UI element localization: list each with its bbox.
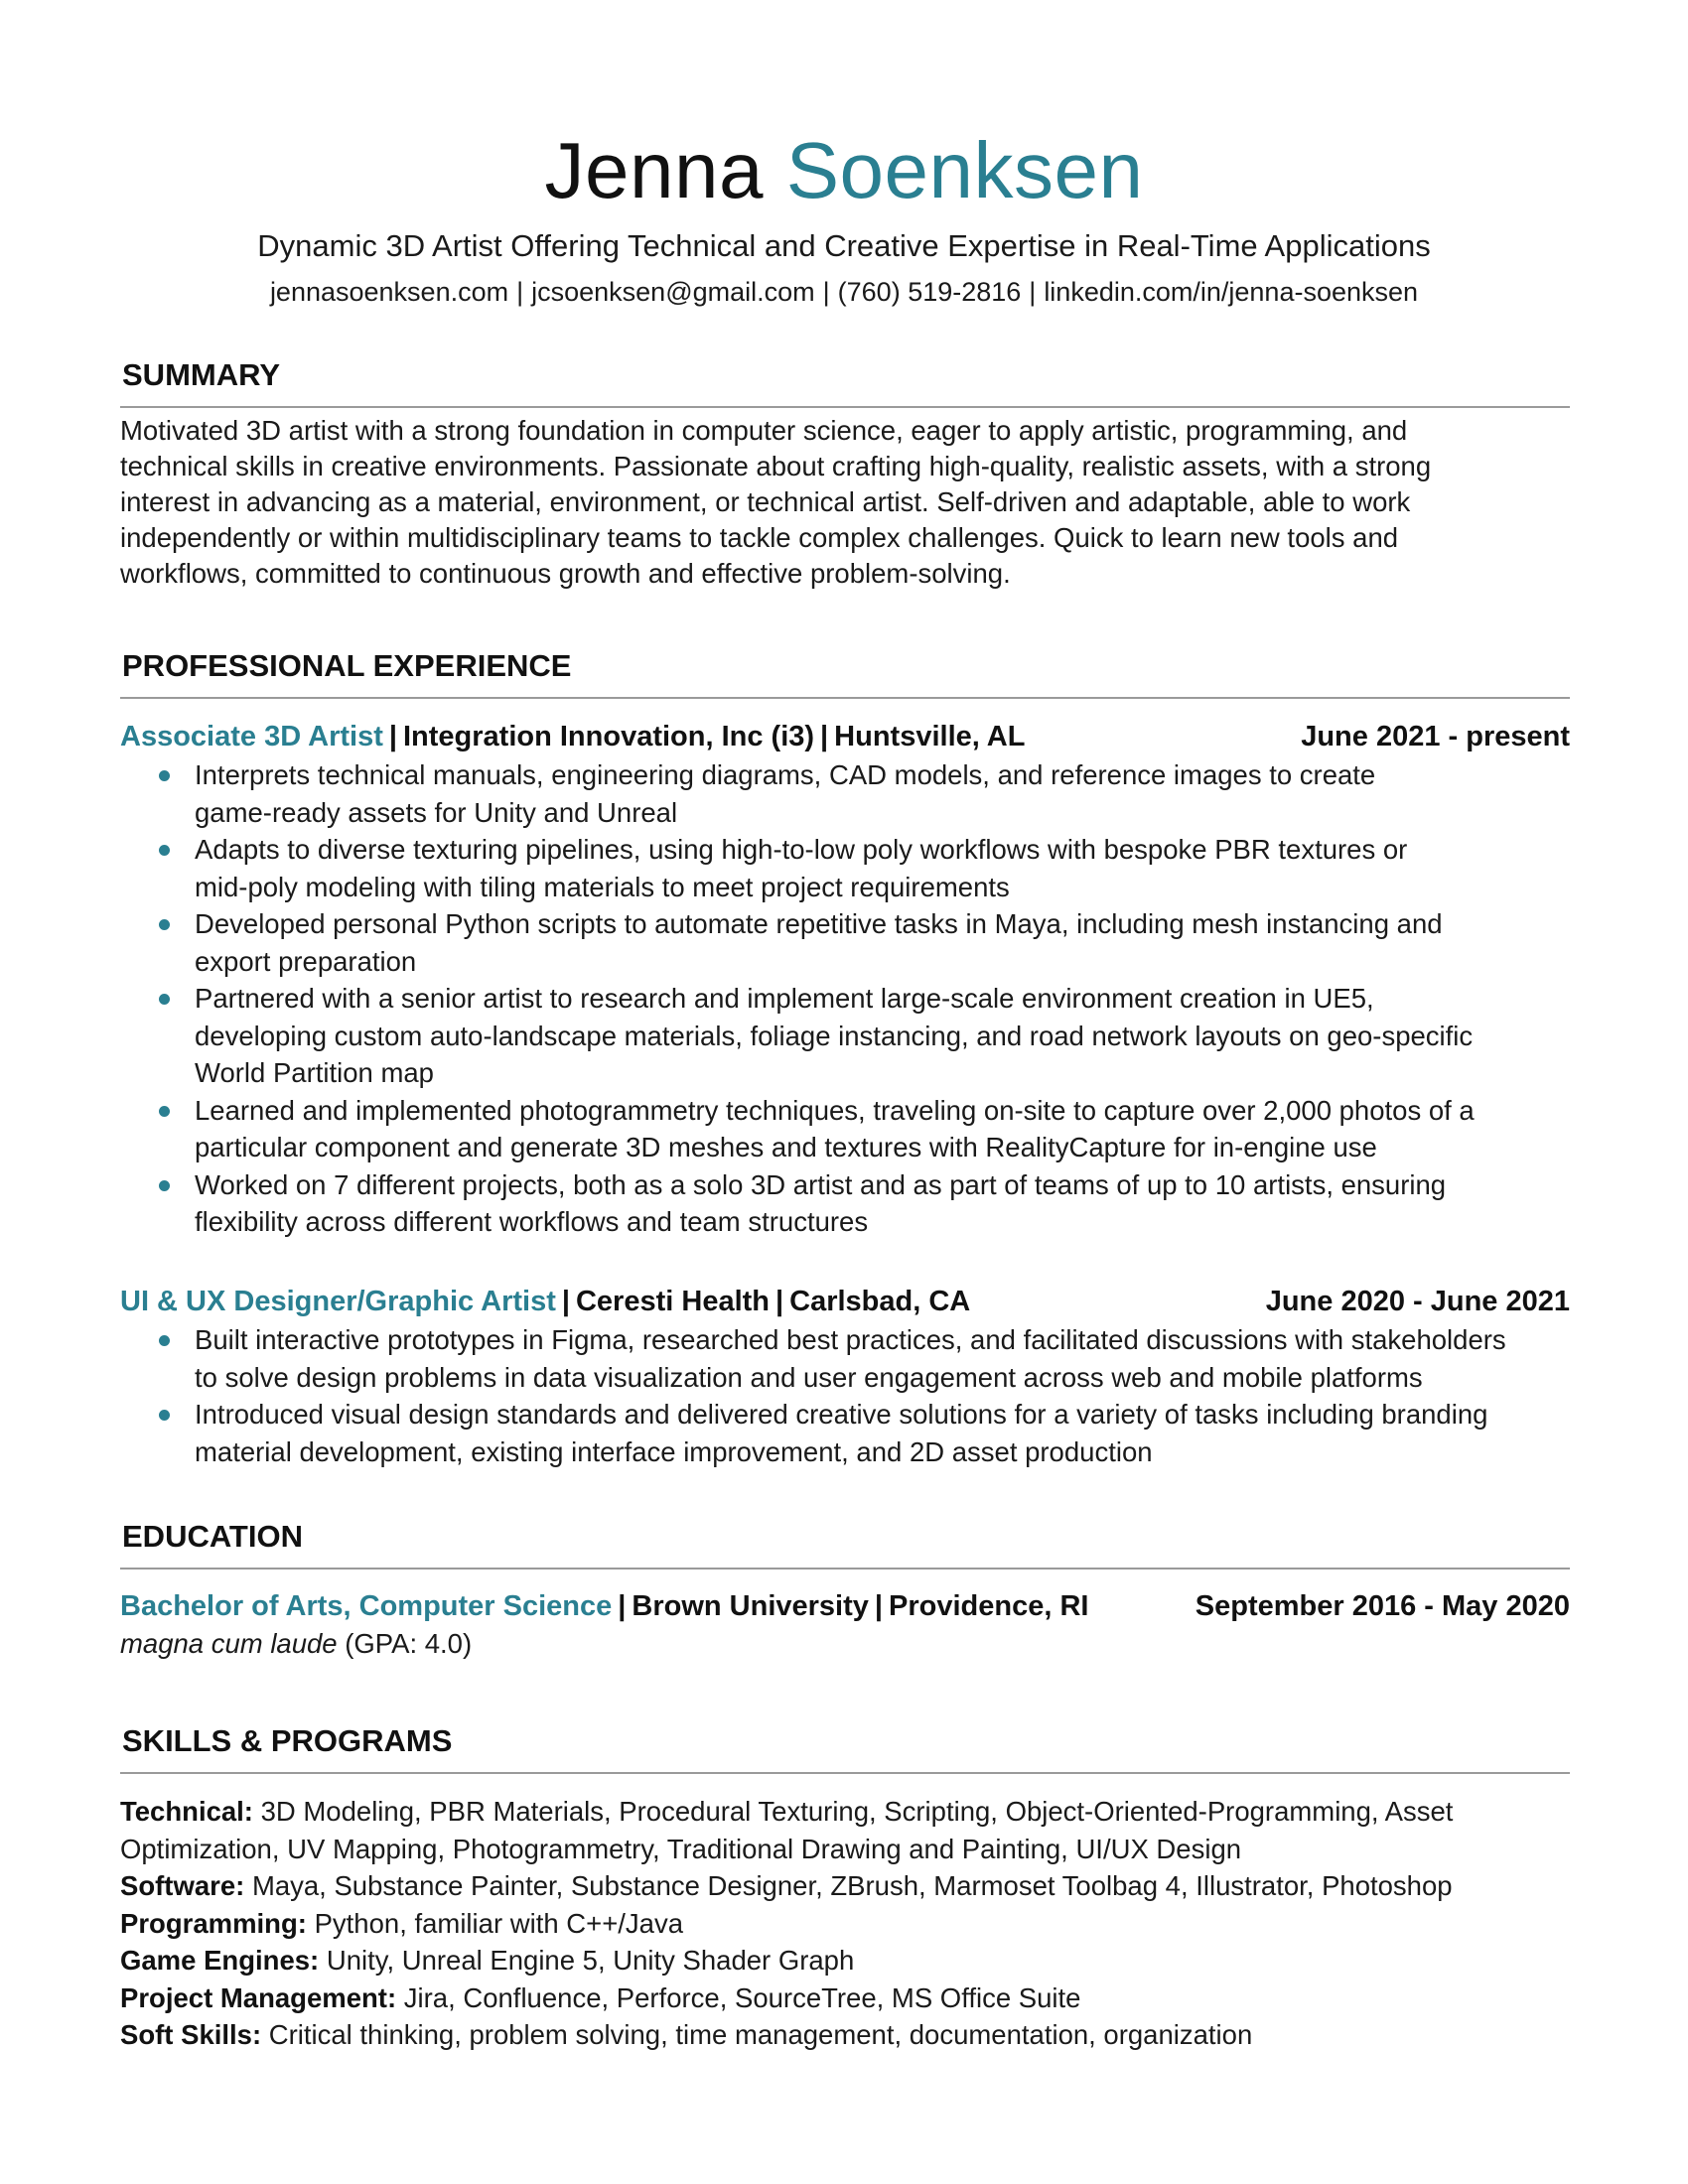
skill-game-engines: Game Engines: Unity, Unreal Engine 5, Unity Shader Graph	[120, 1945, 855, 1976]
skills-heading-block	[120, 1721, 1570, 1761]
education-dates: September 2016 - May 2020	[1195, 1590, 1570, 1622]
list-item: Introduced visual design standards and delivered creative solutions for a variety of tasks including branding material development, existing interface improvement, and 2D asset production	[120, 1396, 1570, 1470]
summary-line: technical skills in creative environments. Passionate about crafting high-quality, realistic assets, with a strong	[120, 451, 1432, 481]
job-role: Associate 3D Artist	[120, 721, 383, 752]
experience-heading: PROFESSIONAL EXPERIENCE	[122, 648, 572, 683]
separator: |	[1029, 277, 1037, 307]
school: Brown University	[632, 1590, 869, 1622]
section-divider	[120, 697, 1570, 699]
job-company: Integration Innovation, Inc (i3)	[402, 721, 815, 752]
separator: |	[516, 277, 524, 307]
skill-technical: Technical: 3D Modeling, PBR Materials, Procedural Texturing, Scripting, Object-Oriented-Programming, Asset Optimization, UV Mapping, Photogrammetry, Traditional Drawing and Painting, UI/UX Design	[120, 1796, 1454, 1864]
summary-body	[120, 413, 1570, 592]
education-heading-block	[120, 1517, 1570, 1557]
job-bullets	[120, 1321, 1570, 1470]
skill-programming: Programming: Python, familiar with C++/Java	[120, 1907, 683, 1939]
summary-line: Motivated 3D artist with a strong foundation in computer science, eager to apply artistic, programming, and	[120, 415, 1408, 446]
linkedin-link[interactable]: linkedin.com/in/jenna-soenksen	[1044, 277, 1419, 307]
bullet-dot-icon	[159, 1410, 170, 1421]
job-company: Ceresti Health	[575, 1286, 770, 1317]
email-link[interactable]: jcsoenksen@gmail.com	[531, 277, 815, 307]
bullet-dot-icon	[159, 1335, 170, 1346]
website-link[interactable]: jennasoenksen.com	[269, 277, 509, 307]
bullet-dot-icon	[159, 1180, 170, 1191]
skill-software: Software: Maya, Substance Painter, Substance Designer, ZBrush, Marmoset Toolbag 4, Illustrator, Photoshop	[120, 1870, 1453, 1901]
skills-list	[120, 1793, 1570, 2054]
contact-line	[0, 274, 1688, 310]
list-item: Adapts to diverse texturing pipelines, using high-to-low poly workflows with bespoke PBR textures or mid-poly modeling with tiling materials to meet project requirements	[120, 831, 1570, 905]
tagline: Dynamic 3D Artist Offering Technical and Creative Expertise in Real-Time Applications	[257, 228, 1431, 263]
bullet-dot-icon	[159, 994, 170, 1005]
education-heading: EDUCATION	[122, 1519, 303, 1554]
list-item: Built interactive prototypes in Figma, researched best practices, and facilitated discussions with stakeholders to solve design problems in data visualization and user engagement across web and mobile platforms	[120, 1321, 1570, 1396]
job-location: Huntsville, AL	[834, 721, 1026, 752]
list-item: Partnered with a senior artist to research and implement large-scale environment creation in UE5, developing custom auto-landscape materials, foliage instancing, and road network layouts on geo-specific World Partition map	[120, 980, 1570, 1092]
bullet-dot-icon	[159, 845, 170, 856]
phone-number: (760) 519-2816	[837, 277, 1022, 307]
skill-soft-skills: Soft Skills: Critical thinking, problem solving, time management, documentation, organization	[120, 2019, 1253, 2050]
section-divider	[120, 1772, 1570, 1774]
gpa: (GPA: 4.0)	[345, 1628, 473, 1659]
section-divider	[120, 1568, 1570, 1570]
school-location: Providence, RI	[889, 1590, 1089, 1622]
list-item: Developed personal Python scripts to automate repetitive tasks in Maya, including mesh instancing and export preparation	[120, 905, 1570, 980]
skills-heading: SKILLS & PROGRAMS	[122, 1723, 453, 1758]
separator: |	[822, 277, 830, 307]
bullet-dot-icon	[159, 1106, 170, 1117]
degree: Bachelor of Arts, Computer Science	[120, 1590, 613, 1622]
summary-heading: SUMMARY	[122, 357, 281, 392]
job-dates: June 2021 - present	[1301, 721, 1570, 752]
candidate-name	[0, 121, 1688, 220]
job-dates: June 2020 - June 2021	[1265, 1286, 1570, 1317]
bullet-dot-icon	[159, 770, 170, 781]
job-bullets	[120, 756, 1570, 1241]
job-location: Carlsbad, CA	[789, 1286, 971, 1317]
section-divider	[120, 406, 1570, 408]
experience-heading-block	[120, 646, 1570, 686]
last-name: Soenksen	[785, 126, 1144, 214]
job-header: Associate 3D Artist | Integration Innovation, Inc (i3) | Huntsville, AL June 2021 - present	[120, 718, 1570, 755]
job-role: UI & UX Designer/Graphic Artist	[120, 1286, 556, 1317]
list-item: Learned and implemented photogrammetry techniques, traveling on-site to capture over 2,000 photos of a particular component and generate 3D meshes and textures with RealityCapture for in-engine use	[120, 1092, 1570, 1166]
list-item: Interprets technical manuals, engineering diagrams, CAD models, and reference images to create game-ready assets for Unity and Unreal	[120, 756, 1570, 831]
first-name: Jenna	[544, 126, 764, 214]
job-header: UI & UX Designer/Graphic Artist | Ceresti Health | Carlsbad, CA June 2020 - June 2021	[120, 1283, 1570, 1320]
summary-line: independently or within multidisciplinary teams to tackle complex challenges. Quick to learn new tools and	[120, 522, 1399, 553]
bullet-dot-icon	[159, 919, 170, 930]
education-honors	[120, 1626, 1570, 1662]
summary-line: interest in advancing as a material, environment, or technical artist. Self-driven and adaptable, able to work	[120, 486, 1411, 517]
honors: magna cum laude	[120, 1628, 338, 1659]
summary-line: workflows, committed to continuous growth and effective problem-solving.	[120, 558, 1011, 589]
summary-heading-block	[120, 355, 1570, 395]
skill-project-management: Project Management: Jira, Confluence, Perforce, SourceTree, MS Office Suite	[120, 1981, 1081, 2013]
education-header: Bachelor of Arts, Computer Science | Brown University | Providence, RI September 2016 - May 2020	[120, 1587, 1570, 1625]
list-item: Worked on 7 different projects, both as a solo 3D artist and as part of teams of up to 10 artists, ensuring flexibility across different workflows and team structures	[120, 1166, 1570, 1241]
